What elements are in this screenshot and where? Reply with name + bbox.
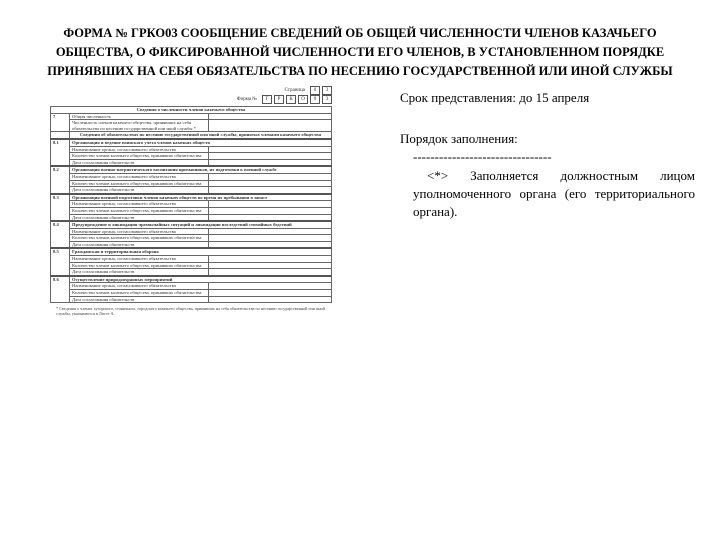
order-heading: Порядок заполнения: (400, 131, 518, 146)
row-label: Дата согласования обязательств (70, 296, 209, 303)
code-cell: 3 (322, 86, 332, 95)
code-cell: Р (274, 95, 284, 104)
row-label: Наименование органа, согласовавшего обязательства (70, 256, 209, 263)
value-cell (209, 173, 332, 180)
title-line: ОБЩЕСТВА, О ФИКСИРОВАННОЙ ЧИСЛЕННОСТИ ЕГО ЧЛЕНОВ, В УСТАНОВЛЕННОМ ПОРЯДКЕ (55, 45, 665, 59)
section-number: 8.3 (51, 194, 70, 221)
value-cell (209, 228, 332, 235)
value-cell (209, 187, 332, 194)
code-cell: 3 (322, 95, 332, 104)
table-header: Сведения об обязательствах по несению государственной или иной службы, принятых членами казачьего общества (70, 132, 332, 139)
value-cell (209, 290, 332, 297)
value-cell (209, 207, 332, 214)
slide-title (0, 24, 720, 81)
row-number: 7 (51, 113, 70, 132)
section-title: Организация военно-патриотического воспитания призывников, их подготовки к военной службе (70, 166, 332, 173)
form-image (50, 86, 332, 316)
value-cell (209, 180, 332, 187)
code-cell: 0 (310, 86, 320, 95)
title-line: ПРИНЯВШИХ НА СЕБЯ ОБЯЗАТЕЛЬСТВА ПО НЕСЕНИЮ ГОСУДАРСТВЕННОЙ ИЛИ ИНОЙ СЛУЖБЫ (47, 64, 673, 78)
row-label: Общая численность (70, 113, 209, 120)
row-label: Наименование органа, согласовавшего обязательства (70, 173, 209, 180)
row-label: Количество членов казачьего общества, принявших обязательства (70, 262, 209, 269)
form-label: Форма № (236, 96, 257, 102)
row-label: Наименование органа, согласовавшего обязательства (70, 283, 209, 290)
form-table (50, 106, 332, 303)
section-title: Предупреждение и ликвидация чрезвычайных ситуаций и ликвидации последствий стихийных бедствий (70, 221, 332, 228)
blank-cell (51, 132, 70, 139)
value-cell (209, 201, 332, 208)
row-label: Дата согласования обязательств (70, 187, 209, 194)
section-number: 8.1 (51, 139, 70, 166)
section-title: Организация и ведение воинского учета членов казачьих обществ (70, 139, 332, 146)
deadline-text: Срок представления: до 15 апреля (400, 90, 590, 105)
value-cell (209, 146, 332, 153)
value-cell (209, 235, 332, 242)
code-cell: 0 (310, 95, 320, 104)
row-label: Количество членов казачьего общества, принявших обязательства (70, 290, 209, 297)
section-title: Осуществление природоохранных мероприятий (70, 276, 332, 283)
section-number: 8.5 (51, 248, 70, 275)
title-line: ФОРМА № ГРКО03 СООБЩЕНИЕ СВЕДЕНИЙ ОБ ОБЩЕЙ ЧИСЛЕННОСТИ ЧЛЕНОВ КАЗАЧЬЕГО (63, 26, 657, 40)
value-cell (209, 241, 332, 248)
section-title: Организация военной подготовки членов казачьих обществ во время их пребывания в запасе (70, 194, 332, 201)
section-number: 8.2 (51, 166, 70, 193)
separator: -------------------------------- (413, 149, 552, 164)
row-label: Количество членов казачьего общества, принявших обязательства (70, 235, 209, 242)
row-label: Количество членов казачьего общества, принявших обязательства (70, 180, 209, 187)
row-label: Количество членов казачьего общества, принявших обязательства (70, 153, 209, 160)
value-cell (209, 214, 332, 221)
section-number: 8.4 (51, 221, 70, 248)
row-label: Наименование органа, согласовавшего обязательства (70, 146, 209, 153)
value-cell (209, 256, 332, 263)
row-label: Численность членов казачьего общества, принявших на себя обязательства по несению государственной или иной службы * (70, 120, 209, 132)
form-code (50, 95, 332, 104)
section-number: 8.6 (51, 276, 70, 303)
value-cell (209, 262, 332, 269)
code-cell: К (286, 95, 296, 104)
row-label: Наименование органа, согласовавшего обязательства (70, 228, 209, 235)
table-header: Сведения о численности членов казачьего общества (51, 107, 332, 114)
row-label: Наименование органа, согласовавшего обязательства (70, 201, 209, 208)
value-cell (209, 153, 332, 160)
value-cell (209, 120, 332, 132)
page-code (50, 86, 332, 95)
footnote: * Сведения о членах хуторского, станичного, городского казачьего общества, принявших на себя обязательства по несению государственной или иной службы, указываются в Листе А. (56, 306, 325, 317)
row-label: Количество членов казачьего общества, принявших обязательства (70, 207, 209, 214)
value-cell (209, 296, 332, 303)
value-cell (209, 113, 332, 120)
row-label: Дата согласования обязательств (70, 214, 209, 221)
code-cell: Г (262, 95, 272, 104)
note-text: <*> Заполняется должностным лицом уполномоченного органа (его территориального органа). (413, 168, 695, 219)
value-cell (209, 283, 332, 290)
row-label: Дата согласования обязательств (70, 159, 209, 166)
row-label: Дата согласования обязательств (70, 241, 209, 248)
section-title: Гражданская и территориальная оборона (70, 248, 332, 255)
row-label: Дата согласования обязательств (70, 269, 209, 276)
value-cell (209, 269, 332, 276)
page-label: Страница (284, 87, 305, 93)
code-cell: О (298, 95, 308, 104)
value-cell (209, 159, 332, 166)
